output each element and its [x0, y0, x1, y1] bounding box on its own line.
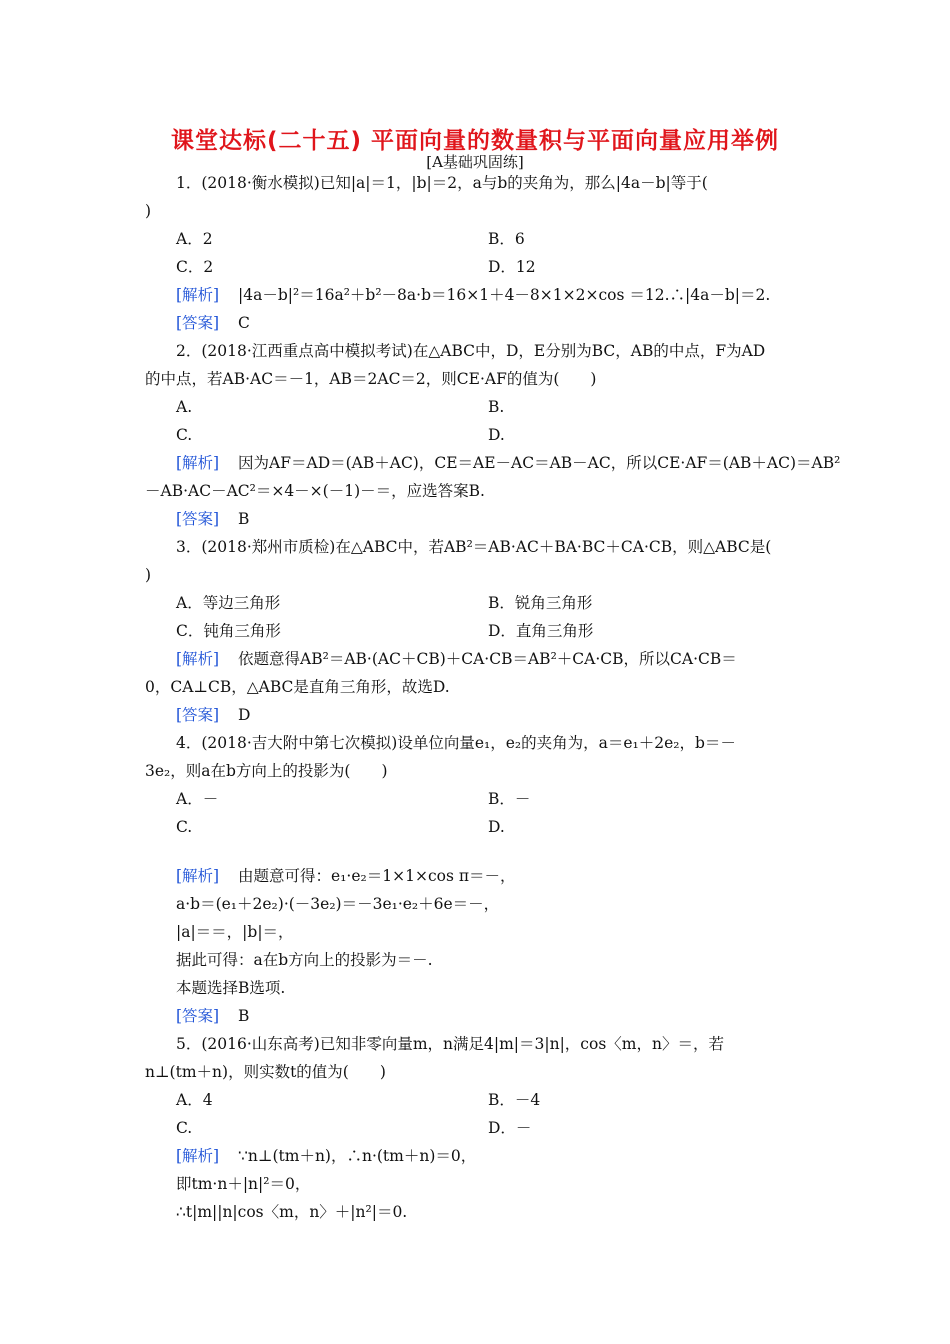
q1-option-d: D．12 — [488, 258, 536, 276]
q3-answer-text: D — [238, 706, 251, 724]
q4-analysis-line3: |a|＝＝，|b|＝， — [176, 923, 294, 941]
answer-tag: [答案] — [176, 1007, 220, 1025]
q2-analysis-text1: 因为AF＝AD＝(AB＋AC)，CE＝AE－AC＝AB－AC，所以CE·AF＝(AB＋AC)＝AB² — [238, 454, 841, 472]
q4-stem-line1: 4．(2018·吉大附中第七次模拟)设单位向量e₁，e₂的夹角为，a＝e₁＋2e₂，b＝－ — [176, 734, 736, 752]
analysis-tag: [解析] — [176, 1147, 220, 1165]
q5-option-b: B．－4 — [488, 1091, 541, 1109]
q3-analysis-text1: 依题意得AB²＝AB·(AC＋CB)＋CA·CB＝AB²＋CA·CB，所以CA·CB＝ — [238, 650, 737, 668]
q2-analysis-line1 — [176, 453, 840, 473]
q4-option-c: C. — [176, 818, 193, 836]
q4-answer-text: B — [238, 1007, 250, 1025]
q1-option-c: C．2 — [176, 258, 214, 276]
q4-option-a: A．－ — [176, 790, 219, 808]
q4-option-b: B．－ — [488, 790, 531, 808]
q4-analysis-line1 — [176, 866, 516, 886]
answer-tag: [答案] — [176, 510, 220, 528]
q1-answer-text: C — [238, 314, 250, 332]
q3-stem-line1: 3．(2018·郑州市质检)在△ABC中，若AB²＝AB·AC＋BA·BC＋CA·CB，则△ABC是( — [176, 538, 772, 556]
q1-answer — [176, 313, 250, 333]
q5-stem-line2: n⊥(tm＋n)，则实数t的值为( ) — [145, 1063, 386, 1081]
answer-tag: [答案] — [176, 706, 220, 724]
q1-analysis-text: |4a－b|²＝16a²＋b²－8a·b＝16×1＋4－8×1×2×cos ＝12.∴|4a－b|＝2. — [238, 286, 771, 304]
q5-option-c: C. — [176, 1119, 193, 1137]
analysis-tag: [解析] — [176, 454, 220, 472]
q4-analysis-line2: a·b＝(e₁＋2e₂)·(－3e₂)＝－3e₁·e₂＋6e＝－， — [176, 895, 500, 913]
q5-analysis-text1: ∵n⊥(tm＋n)，∴n·(tm＋n)＝0， — [238, 1147, 477, 1165]
q2-stem-line1: 2．(2018·江西重点高中模拟考试)在△ABC中，D，E分别为BC，AB的中点，F为AD — [176, 342, 766, 360]
q2-option-c: C. — [176, 426, 193, 444]
q5-option-d: D．－ — [488, 1119, 532, 1137]
q2-option-b: B. — [488, 398, 505, 416]
q1-stem-line1: 1．(2018·衡水模拟)已知|a|＝1，|b|＝2，a与b的夹角为，那么|4a－b|等于( — [176, 174, 708, 192]
q3-stem-line2: ) — [145, 566, 152, 584]
q2-option-d: D. — [488, 426, 505, 444]
analysis-tag: [解析] — [176, 650, 220, 668]
q5-stem-line1: 5．(2016·山东高考)已知非零向量m，n满足4|m|＝3|n|，cos〈m，n〉＝，若 — [176, 1035, 724, 1053]
q2-answer — [176, 509, 249, 529]
q1-stem-line2: ) — [145, 202, 152, 220]
q4-analysis-text1: 由题意可得：e₁·e₂＝1×1×cos π＝－， — [238, 867, 516, 885]
q5-option-a: A．4 — [176, 1091, 213, 1109]
q5-analysis-line2: 即tm·n＋|n|²＝0， — [176, 1175, 311, 1193]
q5-analysis-line3: ∴t|m||n|cos〈m，n〉＋|n²|＝0. — [176, 1203, 408, 1221]
q3-option-c: C．钝角三角形 — [176, 622, 281, 640]
q3-option-b: B．锐角三角形 — [488, 594, 593, 612]
q1-analysis — [176, 285, 770, 305]
q3-analysis-line2: 0，CA⊥CB，△ABC是直角三角形，故选D. — [145, 678, 450, 696]
q2-analysis-line2: －AB·AC－AC²＝×4－×(－1)－＝，应选答案B. — [145, 482, 485, 500]
q3-option-a: A．等边三角形 — [176, 594, 281, 612]
q3-analysis-line1 — [176, 649, 737, 669]
analysis-tag: [解析] — [176, 867, 220, 885]
page-title: 课堂达标(二十五) 平面向量的数量积与平面向量应用举例 — [170, 128, 780, 154]
q1-option-a: A．2 — [176, 230, 213, 248]
q5-analysis-line1 — [176, 1146, 476, 1166]
analysis-tag: [解析] — [176, 286, 220, 304]
q4-option-d: D. — [488, 818, 505, 836]
q2-stem-line2: 的中点，若AB·AC＝－1，AB＝2AC＝2，则CE·AF的值为( ) — [145, 370, 597, 388]
q4-stem-line2: 3e₂，则a在b方向上的投影为( ) — [145, 762, 388, 780]
q3-answer — [176, 705, 250, 725]
q4-analysis-line4: 据此可得：a在b方向上的投影为＝－. — [176, 951, 433, 969]
q2-option-a: A. — [176, 398, 193, 416]
q4-analysis-line5: 本题选择B选项. — [176, 979, 286, 997]
q1-option-b: B．6 — [488, 230, 525, 248]
answer-tag: [答案] — [176, 314, 220, 332]
q2-answer-text: B — [238, 510, 250, 528]
section-subtitle: [A基础巩固练] — [426, 153, 524, 171]
q4-answer — [176, 1006, 249, 1026]
q3-option-d: D．直角三角形 — [488, 622, 594, 640]
